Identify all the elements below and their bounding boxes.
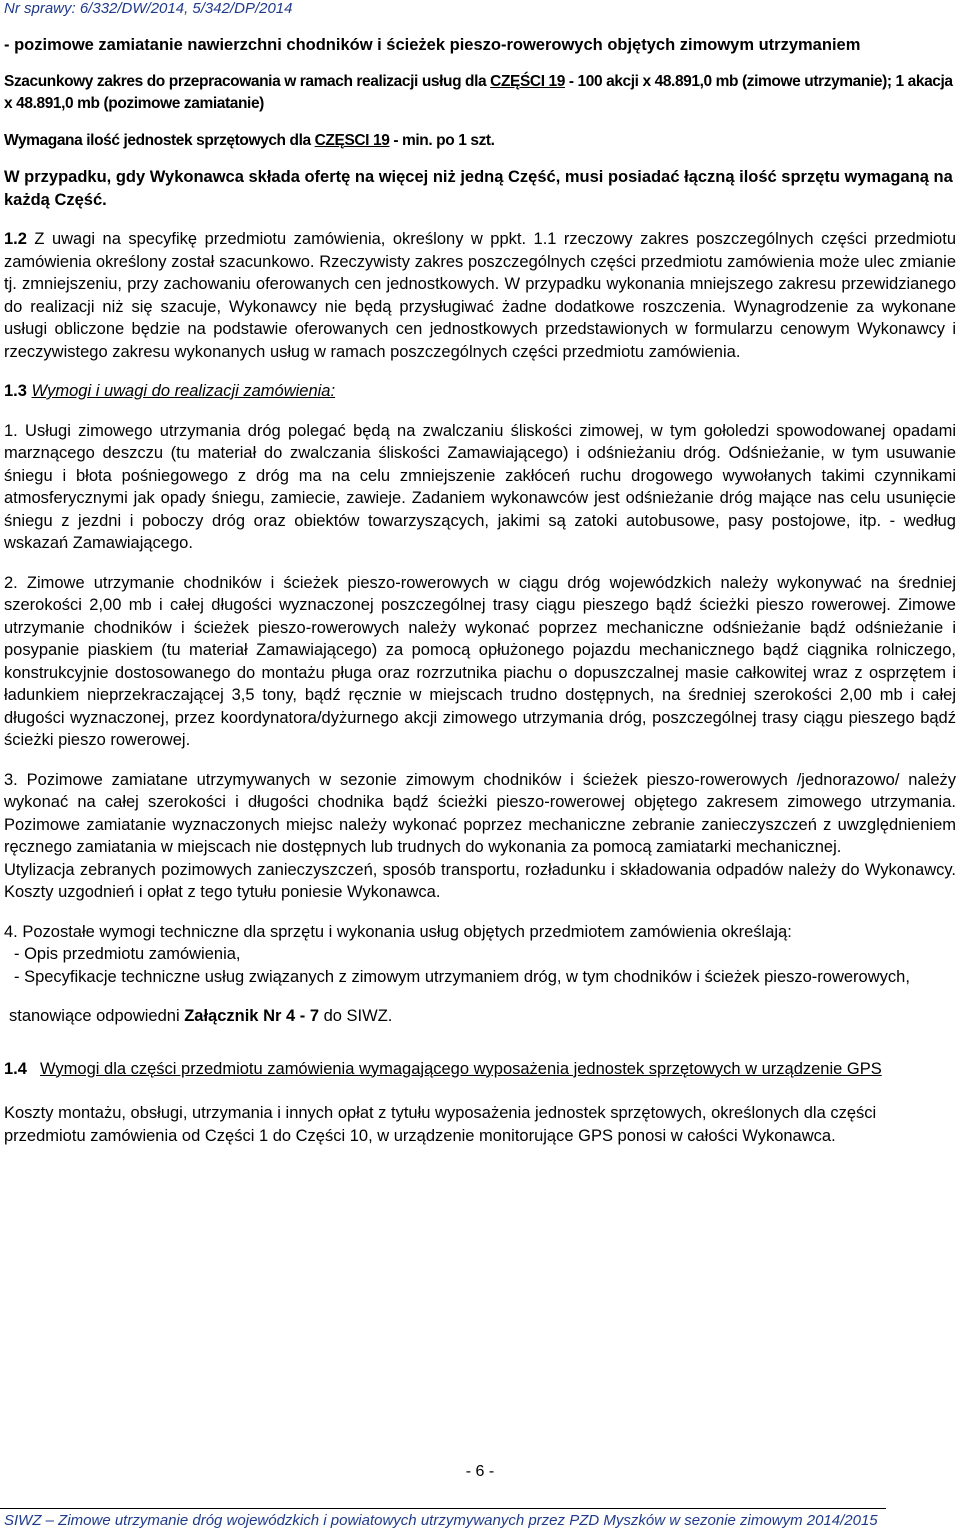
intro-warning: W przypadku, gdy Wykonawca składa ofertę na więcej niż jedną Część, musi posiadać łączną ilość sprzętu wymaganą na każdą Część. [4,168,953,209]
paragraph-3: 3. Pozimowe zamiatane utrzymywanych w sezonie zimowym chodników i ścieżek pieszo-rowerowych /jednorazowo/ należy wykonać na całej szerokości i długości chodnika bądź ścieżki pieszo-rowerowej objętego zakresem zimowego utrzymania. Pozimowe zamiatanie wyznaczonych miejsc należy wykonać poprzez mechaniczne zebranie zanieczyszczeń z uwzględnieniem ręcznego zamiatania w miejscach nie dostępnych lub trudnych do wykonania za pomocą zamiatarki mechanicznej. [4,770,956,856]
document-footer: SIWZ – Zimowe utrzymanie dróg wojewódzkich i powiatowych utrzymywanych przez PZD Myszków w sezonie zimowym 2014/2015 [4,1512,878,1529]
section-number: 1.2 [4,230,27,248]
list-item: - Opis przedmiotu zamówienia, [14,945,241,963]
section-1-3-heading [4,380,956,403]
section-title: Wymogi i uwagi do realizacji zamówienia: [31,382,336,400]
section-title: Wymogi dla części przedmiotu zamówienia wymagającego wyposażenia jednostek sprzętowych w urządzenie GPS [40,1059,882,1078]
section-1-2: 1.2 Z uwagi na specyfikę przedmiotu zamówienia, określony w ppkt. 1.1 rzeczowy zakres poszczególnych części przedmiotu zamówienia określony został szacunkowo. Rzeczywisty zakres poszczególnych części przedmiotu zamówienia może ulec zmianie tj. zmniejszeniu, przy zachowaniu oferowanych cen jednostkowych. W przypadku wykonania mniejszego zakresu przewidzianego do realizacji niż się szacuje, Wykonawcy nie będą przysługiwać żadne dodatkowe roszczenia. Wynagrodzenie za wykonane usługi obliczone będzie na podstawie oferowanych cen jednostkowych przedstawionych w formularzu cenowym Wykonawcy i rzeczywistego zakresu wykonanych usług w ramach poszczególnych części przedmiotu zamówienia. [4,230,956,361]
intro-heading: - pozimowe zamiatanie nawierzchni chodników i ścieżek pieszo-rowerowych objętych zimowym utrzymaniem [4,36,861,54]
document-header: Nr sprawy: 6/332/DW/2014, 5/342/DP/2014 [4,0,293,17]
section-number: 1.4 [4,1059,27,1078]
paragraph-1: 1. Usługi zimowego utrzymania dróg polegać będą na zwalczaniu śliskości zimowej, w tym gołoledzi spowodowanej opadami marznącego deszczu (tu materiał do zwalczania śliskości Zamawiającego) i odśnieżaniu dróg. Odśnieżanie, w tym usuwanie śniegu i błota pośniegowego z dróg ma na celu zmniejszenie zakłóceń ruchu drogowego wywołanych takimi czynnikami atmosferycznymi jak opady śniegu, zamiecie, zawieje. Zadaniem wykonawców jest odśnieżanie dróg mające nas celu usunięcie śniegu z jezdni i poboczy dróg oraz obiektów towarzyszących, jakimi są zatoki autobusowe, pasy postojowe, itp. - według wskazań Zamawiającego. [4,421,956,552]
paragraph-4-end: stanowiące odpowiedni Załącznik Nr 4 - 7 do SIWZ. [9,1007,393,1025]
paragraph-3b: Utylizacja zebranych pozimowych zanieczyszczeń, sposób transportu, rozładunku i składowania odpadów należy do Wykonawcy. Koszty uzgodnień i opłat z tego tytułu poniesie Wykonawca. [4,860,956,901]
paragraph-4: 4. Pozostałe wymogi techniczne dla sprzętu i wykonania usług objętych przedmiotem zamówienia określają: [4,922,792,941]
footer-divider [0,1508,886,1509]
part-link[interactable]: CZĘŚCI 19 [490,72,565,90]
paragraph-2: 2. Zimowe utrzymanie chodników i ścieżek pieszo-rowerowych w ciągu dróg wojewódzkich należy wykonywać na średniej szerokości 2,00 mb i całej długości wyznaczonej poszczególnej trasy ciągu pieszego bądź ścieżki pieszo rowerowej. Zimowe utrzymanie chodników i ścieżek pieszo-rowerowych należy wykonać poprzez mechaniczne odśnieżanie bądź odśnieżanie i posypanie piaskiem (tu materiał Zamawiającego) za pomocą opłużonego pojazdu mechanicznego bądź ciągnika rolniczego, konstrukcyjnie dostosowanego do montażu pługa oraz rozrzutnika piachu o dopuszczalnej masie całkowitej wraz z osprzętem i ładunkiem nieprzekraczającej 3,5 tony, bądź ręcznie w miejscach trudno dostępnych, na średniej szerokości 2,00 mb i całej długości wyznaczonej, przez koordynatora/dyżurnego akcji zimowego utrzymania dróg, poszczególnej trasy ciągu pieszego bądź ścieżki pieszo rowerowej. [4,573,956,749]
section-1-4-text: Koszty montażu, obsługi, utrzymania i innych opłat z tytułu wyposażenia jednostek sprzętowych, określonych dla części przedmiotu zamówienia od Części 1 do Części 10, w urządzenie monitorujące GPS ponosi w całości Wykonawca. [4,1104,877,1145]
document-body [4,34,956,1147]
section-1-4-heading [4,1058,956,1081]
page-number: - 6 - [465,1463,495,1480]
list-item: - Specyfikacje techniczne usług związanych z zimowym utrzymaniem dróg, w tym chodników i ścieżek pieszo-rowerowych, [14,967,910,986]
section-number: 1.3 [4,382,27,400]
part-link[interactable]: CZĘSCI 19 [314,131,390,149]
intro-requirement: Wymagana ilość jednostek sprzętowych dla CZĘSCI 19 - min. po 1 szt. [4,131,495,149]
intro-scope: Szacunkowy zakres do przepracowania w ramach realizacji usług dla CZĘŚCI 19 - 100 akcji x 48.891,0 mb (zimowe utrzymanie); 1 akacja x 48.891,0 mb (pozimowe zamiatanie) [4,72,953,112]
